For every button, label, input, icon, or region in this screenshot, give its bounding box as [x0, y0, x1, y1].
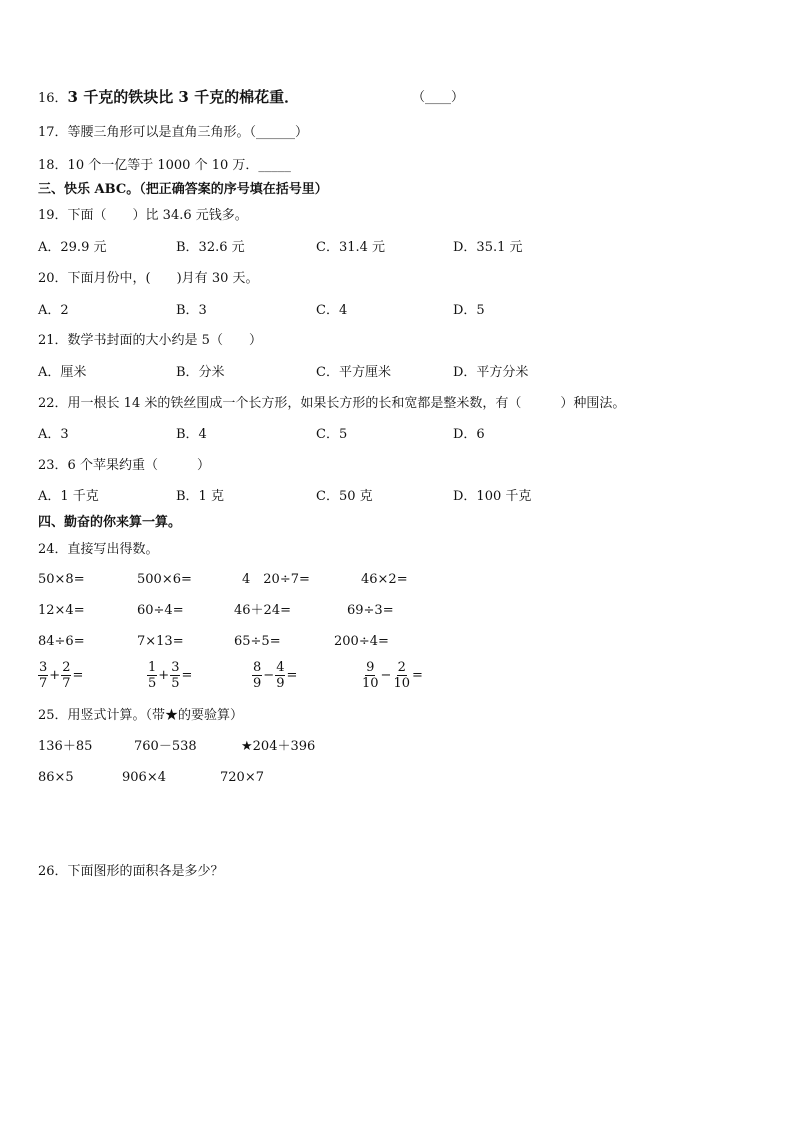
fraction-denominator: 9	[276, 676, 285, 691]
fraction-operator: −	[263, 668, 275, 683]
fraction-numerator: 2	[62, 660, 71, 675]
question-22-option-b: B．4	[176, 427, 207, 442]
question-21-option-c: C．平方厘米	[316, 365, 391, 380]
fraction-equals: =	[286, 668, 298, 683]
fraction-numerator: 8	[253, 660, 262, 675]
fraction-denominator: 7	[39, 676, 48, 691]
fraction-equals: =	[72, 668, 84, 683]
fraction-numerator: 3	[39, 660, 48, 675]
calc-item: 50×8=	[38, 572, 85, 587]
fraction-equals: =	[412, 668, 423, 683]
question-23-option-c: C．50 克	[316, 489, 373, 504]
question-16-text: 3 千克的铁块比 3 千克的棉花重．	[67, 88, 300, 106]
question-19: 19．下面（ ）比 34.6 元钱多。	[38, 208, 248, 223]
question-17: 17．等腰三角形可以是直角三角形。（______）	[38, 125, 309, 140]
vertical-calc-item: 86×5	[38, 770, 74, 785]
question-20-option-b: B．3	[176, 303, 207, 318]
calc-item: 69÷3=	[347, 603, 394, 618]
question-21-option-a: A．厘米	[38, 365, 87, 380]
question-16	[38, 88, 299, 107]
fraction-operator: +	[49, 668, 61, 683]
fraction-denominator: 9	[253, 676, 262, 691]
fraction-numerator: 9	[366, 660, 375, 675]
calc-item: 200÷4=	[334, 634, 389, 649]
question-16-number: 16．	[38, 91, 68, 106]
question-19-option-b: B．32.6 元	[176, 240, 245, 255]
question-22-option-a: A．3	[38, 427, 69, 442]
fraction-expression	[252, 660, 298, 691]
fraction-operator: −	[380, 668, 392, 683]
fraction-numerator: 3	[171, 660, 180, 675]
fraction-operator: +	[158, 668, 170, 683]
fraction-expression	[147, 660, 193, 691]
calc-item: 46＋24=	[234, 603, 291, 618]
fraction-denominator: 5	[148, 676, 157, 691]
fraction-denominator: 7	[62, 676, 71, 691]
calc-item: 65÷5=	[234, 634, 281, 649]
vertical-calc-item: 760－538	[134, 739, 197, 754]
fraction-expression	[361, 660, 424, 691]
section-4-title: 四、勤奋的你来算一算。	[38, 515, 182, 530]
question-19-option-a: A．29.9 元	[38, 240, 107, 255]
vertical-calc-item: 136＋85	[38, 739, 93, 754]
fraction-equals: =	[181, 668, 193, 683]
calc-item: 4 20÷7=	[242, 572, 310, 587]
question-21-option-d: D．平方分米	[453, 365, 529, 380]
question-16-blank: （____）	[412, 90, 465, 105]
question-20-option-a: A．2	[38, 303, 69, 318]
section-3-title: 三、快乐 ABC。（把正确答案的序号填在括号里）	[38, 182, 328, 197]
calc-item: 500×6=	[137, 572, 192, 587]
question-20-option-c: C．4	[316, 303, 348, 318]
vertical-calc-item: 720×7	[220, 770, 264, 785]
fraction-numerator: 2	[397, 660, 406, 675]
question-19-option-d: D．35.1 元	[453, 240, 523, 255]
question-21: 21．数学书封面的大小约是 5（ ）	[38, 333, 262, 348]
calc-item: 7×13=	[137, 634, 184, 649]
question-25: 25．用竖式计算。（带★的要验算）	[38, 708, 244, 723]
question-23-option-d: D．100 千克	[453, 489, 532, 504]
question-20: 20．下面月份中，( )月有 30 天。	[38, 271, 259, 286]
question-19-option-c: C．31.4 元	[316, 240, 386, 255]
question-18: 18．10 个一亿等于 1000 个 10 万．_____	[38, 158, 291, 173]
question-20-option-d: D．5	[453, 303, 485, 318]
calc-item: 60÷4=	[137, 603, 184, 618]
fraction-numerator: 1	[148, 660, 157, 675]
question-26: 26．下面图形的面积各是多少？	[38, 864, 224, 879]
question-21-option-b: B．分米	[176, 365, 225, 380]
question-24: 24．直接写出得数。	[38, 542, 159, 557]
question-23: 23．6 个苹果约重（ ）	[38, 458, 210, 473]
question-22-option-c: C．5	[316, 427, 348, 442]
calc-item: 46×2=	[361, 572, 408, 587]
vertical-calc-item: 906×4	[122, 770, 166, 785]
fraction-denominator: 10	[362, 676, 379, 691]
fraction-denominator: 10	[393, 676, 410, 691]
question-22: 22．用一根长 14 米的铁丝围成一个长方形，如果长方形的长和宽都是整米数，有（ ）种围法。	[38, 396, 626, 411]
question-22-option-d: D．6	[453, 427, 485, 442]
calc-item: 12×4=	[38, 603, 85, 618]
vertical-calc-item: ★204＋396	[241, 739, 316, 754]
question-23-option-b: B．1 克	[176, 489, 224, 504]
calc-item: 84÷6=	[38, 634, 85, 649]
question-23-option-a: A．1 千克	[38, 489, 99, 504]
fraction-denominator: 5	[171, 676, 180, 691]
fraction-expression	[38, 660, 84, 691]
fraction-numerator: 4	[276, 660, 285, 675]
